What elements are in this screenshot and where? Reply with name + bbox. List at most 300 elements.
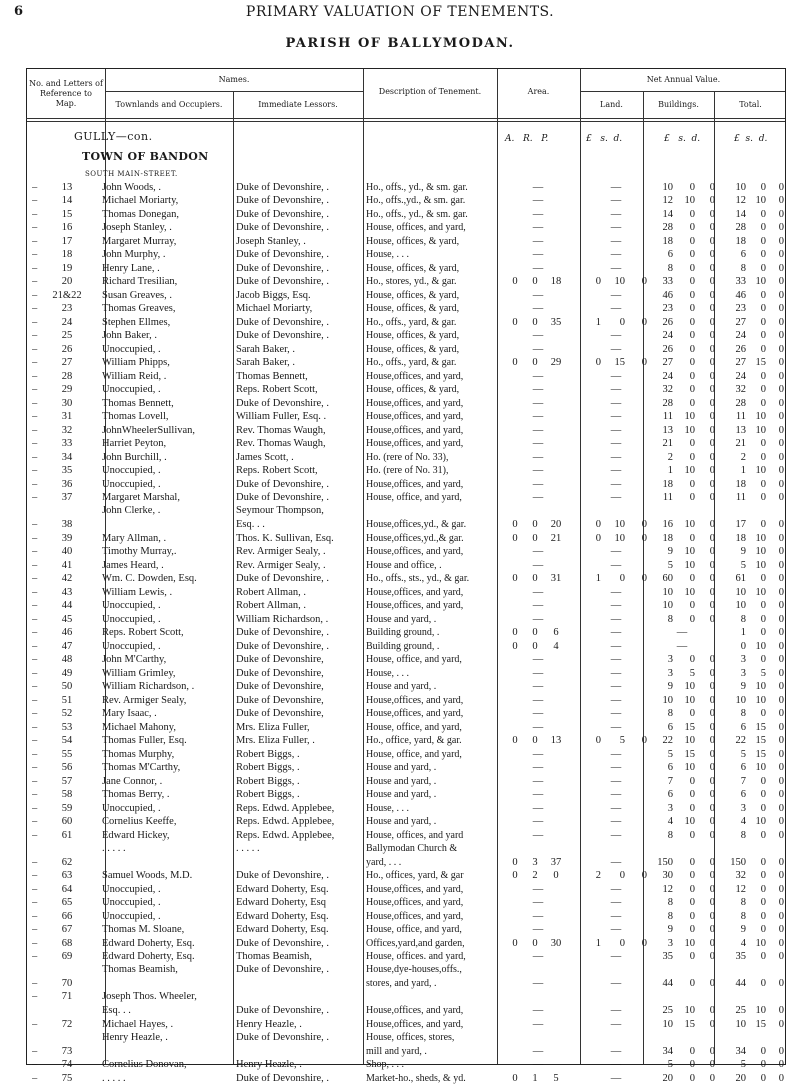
occupier: Mary Allman, . (102, 532, 167, 544)
map-reference: 36 (61, 478, 73, 490)
buildings-pounds: 10 (662, 1018, 673, 1030)
area-dash: — (532, 829, 544, 841)
lessor: Duke of Devonshire, . (236, 492, 330, 503)
buildings-pounds: 6 (667, 249, 673, 260)
area-acres: 0 (512, 316, 518, 328)
row-dash: – (32, 951, 38, 962)
buildings-pounds: 13 (662, 424, 673, 436)
total-pence: 0 (778, 249, 784, 260)
occupier: John Murphy, . (102, 249, 166, 260)
lessor: Duke of Devonshire, . (236, 195, 330, 206)
land-dash: — (610, 330, 622, 341)
buildings-pence: 0 (709, 924, 715, 935)
occupier: William Reid, . (102, 370, 167, 382)
land-dash: — (610, 384, 622, 395)
total-shillings: 0 (760, 303, 766, 314)
land-dash: — (610, 613, 622, 625)
description: Ho., offs., yd., & sm. gar. (366, 181, 468, 193)
total-shillings: 10 (755, 424, 766, 436)
area-dash: — (532, 1005, 544, 1016)
table-row (28, 666, 784, 680)
buildings-shillings: 0 (689, 384, 695, 395)
lessor: Thos. K. Sullivan, Esq. (236, 532, 334, 544)
area-acres: 0 (512, 627, 518, 638)
total-pounds: 17 (735, 519, 746, 530)
table-row (28, 302, 784, 316)
map-reference: 14 (61, 195, 73, 206)
total-pence: 0 (778, 1005, 784, 1016)
buildings-pounds: 60 (662, 573, 673, 584)
description: House, offices, stores, (366, 1031, 455, 1043)
total-shillings: 10 (755, 411, 766, 422)
area-roods: 0 (532, 276, 538, 287)
table-row (28, 450, 784, 464)
table-row (28, 626, 784, 640)
lessor: Rev. Thomas Waugh, (236, 438, 326, 449)
buildings-pence: 0 (709, 613, 715, 625)
map-reference: 47 (61, 640, 73, 652)
buildings-pounds: 26 (662, 316, 673, 328)
map-reference: 74 (61, 1059, 73, 1070)
total-shillings: 15 (755, 748, 766, 760)
lessor: Henry Heazle, . (236, 1018, 302, 1030)
table-row (28, 1058, 784, 1072)
total-pounds: 12 (735, 883, 746, 895)
total-pounds: 11 (735, 492, 746, 503)
buildings-shillings: 10 (684, 465, 695, 476)
table-row (28, 396, 784, 410)
row-dash: – (32, 235, 38, 247)
row-dash: – (32, 195, 38, 206)
description: House,offices, and yard, (366, 897, 464, 908)
area-dash: — (532, 600, 544, 611)
buildings-pence: 0 (709, 276, 715, 287)
lessor: Duke of Devonshire, . (236, 249, 330, 260)
total-shillings: 0 (760, 519, 766, 530)
land-pence: 0 (641, 316, 647, 328)
total-pounds: 8 (740, 708, 746, 719)
lessor: Rev. Thomas Waugh, (236, 424, 326, 436)
buildings-pounds: 6 (667, 762, 673, 773)
area-roods: 2 (532, 870, 538, 881)
buildings-shillings: 10 (684, 195, 695, 206)
occupier: Timothy Murray,. (102, 546, 177, 557)
description: House, . . . (366, 667, 410, 679)
buildings-shillings: 0 (689, 910, 695, 922)
map-reference: 24 (61, 316, 73, 328)
land-dash: — (610, 195, 622, 206)
map-reference: 73 (61, 1045, 73, 1057)
total-pence: 0 (778, 924, 784, 935)
description-cont: House,offices,yd., & gar. (366, 519, 467, 530)
area-dash: — (532, 181, 544, 193)
area-dash: — (532, 262, 544, 274)
occupier: Thomas Lovell, (102, 411, 169, 422)
total-shillings: 0 (760, 1072, 766, 1084)
area-acres: 0 (512, 735, 518, 746)
area-roods: 0 (532, 519, 538, 530)
area-dash: — (532, 451, 544, 463)
area-dash: — (532, 492, 544, 503)
table-row (28, 720, 784, 734)
buildings-pence: 0 (709, 357, 715, 368)
buildings-pence: 0 (709, 235, 715, 247)
total-shillings: 0 (760, 883, 766, 895)
total-shillings: 0 (760, 600, 766, 611)
lessor: Duke of Devonshire, . (236, 870, 330, 881)
description: House, . . . (366, 802, 410, 814)
buildings-pence: 0 (709, 316, 715, 328)
total-shillings: 0 (760, 897, 766, 908)
buildings-pounds: 12 (662, 883, 673, 895)
occupier: Cornelius Donovan, (102, 1059, 187, 1070)
occupier: Unoccupied, . (102, 897, 161, 908)
total-pence: 0 (778, 802, 784, 814)
row-dash: – (32, 289, 38, 301)
occupier: Cornelius Keeffe, (102, 816, 177, 827)
land-pence: 0 (641, 735, 647, 746)
description-cont: yard, . . . (366, 856, 402, 868)
occupier: Jane Connor, . (102, 775, 163, 787)
total-pounds: 24 (735, 370, 746, 382)
row-dash: – (32, 1072, 38, 1084)
buildings-shillings: 10 (684, 762, 695, 773)
header-net-value: Net Annual Value. (646, 75, 721, 84)
townland-heading: GULLY—con. (74, 130, 153, 143)
total-pounds: 3 (740, 667, 746, 679)
total-pence: 0 (778, 438, 784, 449)
buildings-pence: 0 (709, 343, 715, 355)
area-roods: 0 (532, 937, 538, 949)
lessor: Reps. Robert Scott, (236, 465, 318, 476)
area-perches: 5 (553, 1072, 559, 1084)
buildings-shillings: 0 (689, 1072, 695, 1084)
area-acres: 0 (512, 870, 518, 881)
occupier: Michael Mahony, (102, 721, 176, 733)
buildings-pence: 0 (709, 802, 715, 814)
table-row (28, 734, 784, 748)
header-land: Land. (600, 100, 623, 109)
total-pence: 0 (778, 330, 784, 341)
area-dash: — (532, 775, 544, 787)
header-lessors: Immediate Lessors. (258, 100, 338, 109)
lessor: Joseph Stanley, . (236, 235, 306, 247)
map-reference: 66 (61, 910, 73, 922)
buildings-pence: 0 (709, 654, 715, 665)
lessor: Edward Doherty, Esq. (236, 924, 329, 935)
total-pounds: 5 (740, 559, 746, 571)
total-pounds: 9 (740, 924, 746, 935)
map-reference: 53 (61, 721, 73, 733)
total-pence: 0 (778, 316, 784, 328)
description: House and yard, . (366, 789, 437, 800)
land-dash: — (610, 465, 622, 476)
area-perches: 18 (550, 276, 562, 287)
area-dash: — (532, 1059, 544, 1070)
buildings-shillings: 0 (689, 492, 695, 503)
total-pence: 0 (778, 343, 784, 355)
total-shillings: 10 (755, 937, 766, 949)
description: House, offices, and yard (366, 829, 464, 841)
area-dash: — (532, 397, 544, 409)
row-dash: – (32, 694, 38, 706)
land-dash: — (610, 721, 622, 733)
header-townlands: Townlands and Occupiers. (115, 100, 223, 109)
map-reference: 21&22 (52, 289, 82, 301)
total-pounds: 33 (735, 276, 746, 287)
total-pence: 0 (778, 546, 784, 557)
land-pence: 0 (641, 870, 647, 881)
total-shillings: 0 (760, 654, 766, 665)
occupier: Michael Moriarty, (102, 195, 179, 206)
total-pounds: 8 (740, 910, 746, 922)
description: Ballymodan Church & (366, 842, 458, 854)
land-dash: — (610, 411, 622, 422)
lessor: Robert Biggs, . (236, 775, 300, 787)
row-dash: – (32, 1045, 38, 1057)
occupier: John Burchill, . (102, 451, 167, 463)
area-dash: — (532, 208, 544, 220)
land-dash: — (610, 343, 622, 355)
total-shillings: 0 (760, 856, 766, 868)
row-dash: – (32, 316, 38, 328)
buildings-shillings: 0 (689, 708, 695, 719)
buildings-shillings: 0 (689, 613, 695, 625)
land-pence: 0 (641, 357, 647, 368)
land-dash: — (610, 640, 622, 652)
description: House,offices, and yard, (366, 1018, 464, 1030)
land-dash: — (610, 708, 622, 719)
occupier: Thomas Fuller, Esq. (102, 735, 187, 746)
description: Ho., stores, yd., & gar. (366, 276, 457, 287)
buildings-pence: 0 (709, 883, 715, 895)
total-shillings: 0 (760, 573, 766, 584)
total-pounds: 8 (740, 262, 746, 274)
total-pounds: 32 (735, 870, 746, 881)
total-shillings: 0 (760, 708, 766, 719)
buildings-shillings: 0 (689, 1045, 695, 1057)
total-pounds: 4 (740, 937, 746, 949)
lessor: Duke of Devonshire, (236, 681, 324, 692)
table-row (28, 315, 784, 329)
table-row (28, 747, 784, 761)
map-reference: 27 (61, 357, 73, 368)
lessor: Mrs. Eliza Fuller, (236, 721, 310, 733)
buildings-pounds: 8 (667, 897, 673, 908)
area-dash: — (532, 384, 544, 395)
land-dash: — (610, 978, 622, 989)
area-roods: 0 (532, 735, 538, 746)
row-dash: – (32, 451, 38, 463)
description: Ho., offs., yard, & gar. (366, 316, 457, 328)
total-shillings: 0 (760, 613, 766, 625)
land-dash: — (610, 667, 622, 679)
buildings-pounds: 10 (662, 600, 673, 611)
area-dash: — (532, 370, 544, 382)
buildings-pence: 0 (709, 951, 715, 962)
description: Building ground, . (366, 627, 440, 638)
land-dash: — (610, 222, 622, 233)
row-dash: – (32, 249, 38, 260)
lessor: Duke of Devonshire, . (236, 276, 330, 287)
total-shillings: 0 (760, 775, 766, 787)
description: Ho., office, yard, & gar. (366, 735, 462, 746)
buildings-pounds: 25 (662, 1005, 673, 1016)
buildings-shillings: 15 (684, 1018, 695, 1030)
occupier: Thomas Greaves, (102, 303, 176, 314)
total-pounds: 0 (740, 640, 746, 652)
occupier: William Grimley, (102, 667, 176, 679)
table-row (28, 774, 784, 788)
table-row (28, 680, 784, 694)
land-dash: — (610, 451, 622, 463)
land-dash: — (610, 1045, 622, 1057)
lessor: Edward Doherty, Esq (236, 897, 327, 908)
total-shillings: 10 (755, 1005, 766, 1016)
buildings-pence: 0 (709, 1018, 715, 1030)
area-acres: 0 (512, 573, 518, 584)
table-row (28, 329, 784, 343)
description: House, offices, & yard, (366, 289, 460, 301)
row-dash: – (32, 829, 38, 841)
buildings-pence: 0 (709, 492, 715, 503)
occupier: Unoccupied, . (102, 640, 161, 652)
total-shillings: 0 (760, 262, 766, 274)
area-dash: — (532, 330, 544, 341)
occupier: Thomas Berry, . (102, 789, 170, 800)
total-shillings: 0 (760, 1059, 766, 1070)
buildings-pence: 0 (709, 762, 715, 773)
description: House, offices, & yard, (366, 343, 460, 355)
buildings-pence: 0 (709, 465, 715, 476)
description-cont: House,offices, and yard, (366, 1005, 464, 1016)
buildings-pounds: 24 (662, 370, 673, 382)
total-pounds: 9 (740, 681, 746, 692)
buildings-shillings: 10 (684, 816, 695, 827)
area-acres: 0 (512, 276, 518, 287)
table-row (28, 869, 784, 883)
buildings-shillings: 0 (689, 883, 695, 895)
total-pence: 0 (778, 208, 784, 220)
total-pence: 0 (778, 222, 784, 233)
row-dash: – (32, 330, 38, 341)
total-shillings: 0 (760, 208, 766, 220)
row-dash: – (32, 708, 38, 719)
land-pounds: 1 (595, 937, 601, 949)
row-dash: – (32, 816, 38, 827)
occupier: Unoccupied, . (102, 384, 161, 395)
land-dash: — (610, 627, 622, 638)
buildings-shillings: 0 (689, 316, 695, 328)
total-pounds: 8 (740, 613, 746, 625)
map-reference: 72 (61, 1018, 73, 1030)
land-dash: — (610, 478, 622, 490)
occupier: Unoccupied, . (102, 910, 161, 922)
land-dash: — (610, 1018, 622, 1030)
row-dash: – (32, 438, 38, 449)
description: House,offices, and yard, (366, 424, 464, 436)
occupier: John Baker, . (102, 330, 157, 341)
total-shillings: 0 (760, 397, 766, 409)
map-reference: 20 (61, 276, 73, 287)
map-reference: 69 (61, 951, 73, 962)
buildings-pounds: 16 (662, 519, 673, 530)
lessor: Robert Biggs, . (236, 748, 300, 760)
description: Market-ho., sheds, & yd. (366, 1072, 466, 1084)
lessor: Duke of Devonshire, . (236, 222, 330, 233)
map-reference: 44 (61, 600, 73, 611)
buildings-pounds: 11 (662, 411, 673, 422)
description: House, offices, & yard, (366, 262, 460, 274)
lessor: Thomas Beamish, (236, 951, 312, 962)
description: House,offices, and yard, (366, 478, 464, 490)
area-dash: — (532, 559, 544, 571)
buildings-pounds: 28 (662, 397, 673, 409)
buildings-pounds: 18 (662, 235, 673, 247)
occupier: Richard Tresilian, (102, 276, 178, 287)
buildings-pounds: 10 (662, 586, 673, 598)
land-pence: 0 (641, 937, 647, 949)
occupier: Thomas Bennett, (102, 397, 174, 409)
table-row (28, 936, 784, 950)
total-pounds: 10 (735, 586, 746, 598)
row-dash: – (32, 343, 38, 355)
description: House,offices, and yard, (366, 600, 464, 611)
occupier: Michael Hayes, . (102, 1018, 174, 1030)
area-dash: — (532, 978, 544, 989)
area-dash: — (532, 681, 544, 692)
total-shillings: 15 (755, 1018, 766, 1030)
total-shillings: 10 (755, 276, 766, 287)
table-row (28, 491, 784, 505)
total-shillings: 10 (755, 532, 766, 544)
occupier: Stephen Ellmes, (102, 316, 171, 328)
buildings-pence: 0 (709, 1059, 715, 1070)
lessor: Duke of Devonshire, . (236, 330, 330, 341)
land-dash: — (610, 951, 622, 962)
total-pounds: 46 (735, 289, 746, 301)
buildings-pounds: 30 (662, 870, 673, 881)
lessor: Robert Allman, . (236, 600, 306, 611)
area-roods: 1 (532, 1072, 538, 1084)
buildings-pounds: 1 (667, 465, 673, 476)
total-shillings: 10 (755, 559, 766, 571)
lessor: Jacob Biggs, Esq. (236, 289, 311, 301)
buildings-shillings: 0 (689, 802, 695, 814)
land-shillings: 10 (614, 519, 625, 530)
buildings-shillings: 0 (689, 532, 695, 544)
land-pounds: 2 (595, 870, 601, 881)
buildings-shillings: 10 (684, 694, 695, 706)
buildings-pounds: 12 (662, 195, 673, 206)
land-dash: — (610, 424, 622, 436)
buildings-units: £ s. d. (664, 134, 701, 144)
area-dash: — (532, 910, 544, 922)
lessor: Duke of Devonshire, (236, 694, 324, 706)
area-acres: 0 (512, 856, 518, 868)
occupier: Unoccupied, . (102, 613, 161, 625)
occupier: Henry Heazle, . (102, 1031, 168, 1043)
total-shillings: 0 (760, 978, 766, 989)
total-pence: 0 (778, 195, 784, 206)
occupier: Harriet Peyton, (102, 438, 167, 449)
table-row (28, 504, 784, 531)
total-pence: 0 (778, 856, 784, 868)
buildings-shillings: 10 (684, 1005, 695, 1016)
row-dash: – (32, 802, 38, 814)
total-pounds: 10 (735, 694, 746, 706)
total-shillings: 0 (760, 343, 766, 355)
